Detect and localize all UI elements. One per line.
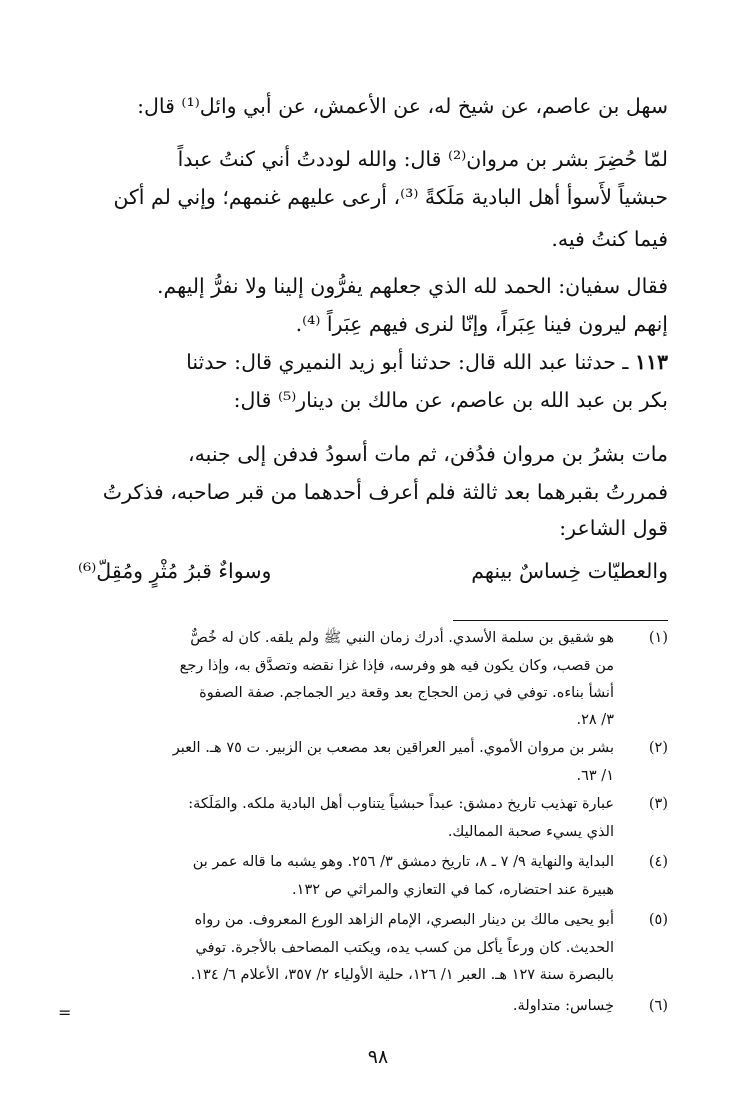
footnote-line: الحديث. كان ورعاً يأكل من كسب يده، ويكتب المصاحف بالأجرة. توفي [195,940,614,956]
text-line: لمّا حُضِرَ بشر بن مروان⁽²⁾ قال: والله لوددتُ أني كنتُ عبداً [177,147,668,171]
text-line: سهل بن عاصم، عن شيخ له، عن الأعمش، عن أبي وائل⁽¹⁾ قال: [137,94,668,118]
footnote-line: البداية والنهاية ٩/ ٧ ـ ٨، تاريخ دمشق ٣/ ٢٥٦. وهو يشبه ما قاله عمر بن [192,854,614,870]
footnote-line: هبيرة عند احتضاره، كما في التعازي والمراثي ص ١٣٢. [292,882,614,898]
footnote-line: الذي يسيء صحبة المماليك. [447,824,614,840]
hadith-number: ١١٣ [634,350,668,374]
footnote-number: (٢) [648,740,668,756]
footnote-separator [453,620,668,621]
footnote-line: ١/ ٦٣. [576,768,614,784]
hadith-text: ـ حدثنا عبد الله قال: حدثنا أبو زيد النميري قال: حدثنا [186,350,635,374]
footnote-line: عبارة تهذيب تاريخ دمشق: عبداً حبشياً يتناوب أهل البادية ملكه. والمَلَكة: [188,796,614,812]
footnote-number: (١) [648,630,668,646]
footnote-line: خِساس: متداولة. [512,998,614,1014]
footnote-number: (٤) [648,854,668,870]
footnote-number: (٣) [648,796,668,812]
text-line: فيما كنتُ فيه. [551,227,668,251]
footnote-number: (٥) [648,912,668,928]
footnote-line: بشر بن مروان الأموي. أمير العراقين بعد مصعب بن الزبير. ت ٧٥ هـ. العبر [172,740,614,756]
verse-second-half: وسواءٌ قبرُ مُثْرٍ ومُقِلّ⁽⁶⁾ [78,559,272,583]
continuation-mark: = [58,1003,72,1022]
page-number: ٩٨ [367,1046,389,1068]
text-line: إنهم ليرون فينا عِبَراً، وإنّا لنرى فيهم عِبَراً ⁽⁴⁾. [295,312,668,336]
footnote-number: (٦) [648,998,668,1014]
text-line: مات بشرُ بن مروان فدُفن، ثم مات أسودُ فدفن إلى جنبه، [188,442,668,466]
footnote-line: بالبصرة سنة ١٢٧ هـ. العبر ١/ ١٢٦، حلية الأولياء ٢/ ٣٥٧، الأعلام ٦/ ١٣٤. [190,967,614,983]
poem-verse [78,559,668,583]
text-line: فمررتُ بقبرهما بعد ثالثة فلم أعرف أحدهما من قبر صاحبه، فذكرتُ [102,480,668,504]
footnote-line: ٣/ ٢٨. [576,712,614,728]
text-line: حبشياً لأَسوأ أهل البادية مَلَكةً ⁽³⁾، أرعى عليهم غنمهم؛ وإني لم أكن [113,185,668,209]
footnote-line: هو شقيق بن سلمة الأسدي. أدرك زمان النبي ﷺ ولم يلقه. كان له خُصٌّ [190,630,614,646]
text-line: فقال سفيان: الحمد لله الذي جعلهم يفرُّون إلينا ولا نفرُّ إليهم. [156,274,668,298]
hadith-header-line [78,352,668,373]
footnote-line: أنشأ بناءه. توفي في زمن الحجاج بعد وقعة دير الجماجم. صفة الصفوة [199,685,614,701]
text-line: قول الشاعر: [559,516,668,540]
footnote-line: أبو يحيى مالك بن دينار البصري، الإمام الزاهد الورع المعروف. من رواه [194,912,614,928]
verse-first-half: والعطيّات خِساسٌ بينهم [471,559,668,583]
text-line: بكر بن عبد الله بن عاصم، عن مالك بن دينار⁽⁵⁾ قال: [233,388,668,412]
footnote-line: من قصب، وكان يكون فيه هو وفرسه، فإذا غزا نقضه وتصدَّق به، وإذا رجع [179,658,614,674]
